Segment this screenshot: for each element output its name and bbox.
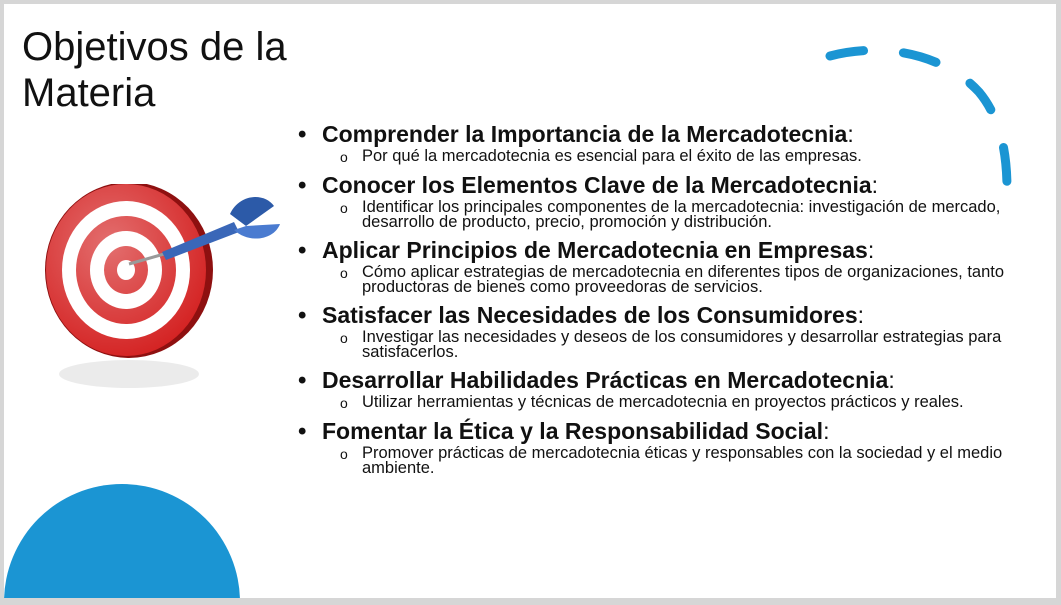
objective-item: [294, 171, 1034, 230]
bullet-icon: •: [298, 418, 307, 445]
sub-bullet-icon: o: [340, 149, 348, 165]
objective-heading: Conocer los Elementos Clave de la Mercadotecnia: [322, 172, 872, 198]
objective-detail: Investigar las necesidades y deseos de los consumidores y desarrollar estrategias para satisfacerlos.: [362, 328, 1002, 361]
objective-detail: Identificar los principales componentes de la mercadotecnia: investigación de mercado, desarrollo de producto, precio, promoción y distribución.: [362, 198, 1001, 231]
objective-detail: Utilizar herramientas y técnicas de mercadotecnia en proyectos prácticos y reales.: [362, 393, 964, 411]
objective-item: [294, 366, 1034, 411]
objective-detail: Cómo aplicar estrategias de mercadotecnia en diferentes tipos de organizaciones, tanto productoras de bienes como proveedoras de servicios.: [362, 263, 1005, 296]
sub-bullet-icon: o: [340, 395, 348, 411]
bullet-icon: •: [298, 367, 307, 394]
title-line-1: Objetivos de la: [22, 25, 287, 69]
sub-bullet-icon: o: [340, 330, 348, 346]
heading-colon: :: [823, 418, 830, 444]
heading-colon: :: [847, 121, 854, 147]
objective-heading: Aplicar Principios de Mercadotecnia en Empresas: [322, 237, 868, 263]
bullet-icon: •: [298, 121, 307, 148]
heading-colon: :: [867, 237, 875, 263]
objective-heading: Desarrollar Habilidades Prácticas en Mercadotecnia: [322, 367, 889, 393]
heading-colon: :: [888, 367, 895, 393]
title-line-2: Materia: [22, 71, 156, 115]
bullet-icon: •: [298, 302, 307, 329]
bullet-icon: •: [298, 172, 307, 199]
sub-bullet-icon: o: [340, 446, 348, 462]
objective-heading: Comprender la Importancia de la Mercadotecnia: [322, 121, 848, 147]
objective-heading: Fomentar la Ética y la Responsabilidad Social: [322, 418, 824, 444]
objective-detail: Promover prácticas de mercadotecnia éticas y responsables con la sociedad y el medio ambiente.: [362, 444, 1003, 477]
objectives-list: [294, 120, 1034, 482]
objective-item: [294, 120, 1034, 165]
heading-colon: :: [871, 172, 879, 198]
slide: [4, 4, 1056, 598]
heading-colon: :: [857, 302, 865, 328]
slide-title: [22, 24, 342, 116]
sub-bullet-icon: o: [340, 200, 348, 216]
objective-heading: Satisfacer las Necesidades de los Consumidores: [322, 302, 858, 328]
target-dart-icon: [34, 184, 284, 404]
sub-bullet-icon: o: [340, 265, 348, 281]
objective-item: [294, 301, 1034, 360]
bullet-icon: •: [298, 237, 307, 264]
objective-item: [294, 417, 1034, 476]
objective-item: [294, 236, 1034, 295]
objective-detail: Por qué la mercadotecnia es esencial para el éxito de las empresas.: [362, 147, 862, 165]
